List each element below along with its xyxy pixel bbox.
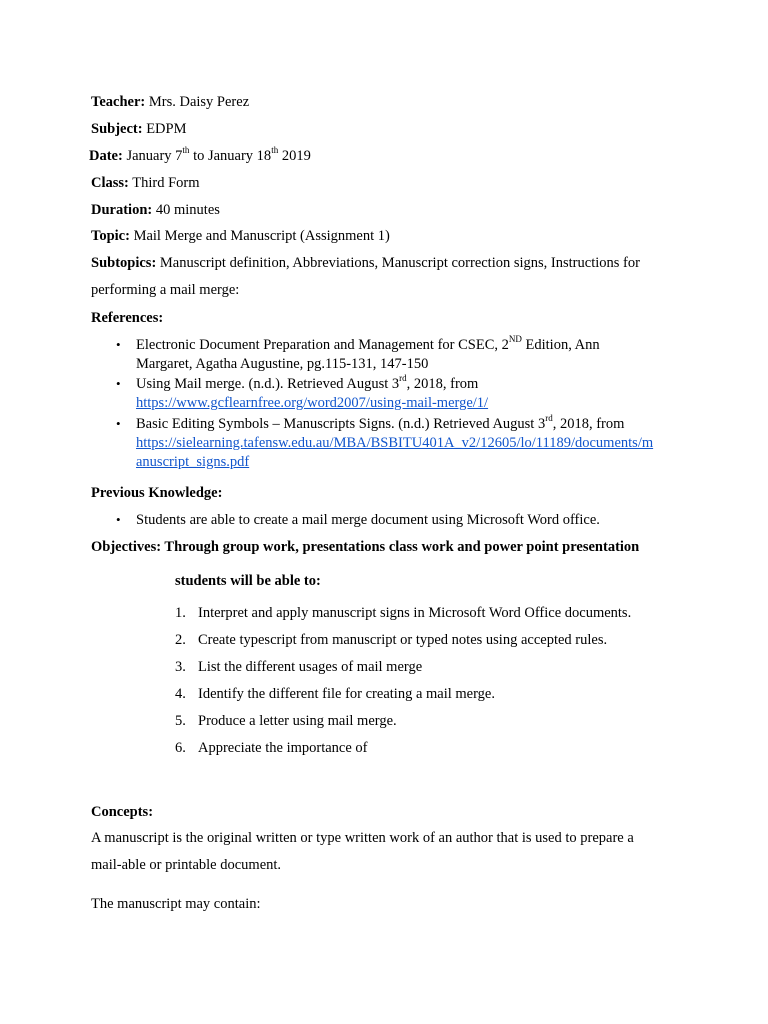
- objective-number: 3.: [175, 659, 186, 675]
- objective-item: Identify the different file for creating a mail merge.: [198, 686, 495, 702]
- reference-2-line1: Using Mail merge. (n.d.). Retrieved August 3rd, 2018, from: [136, 373, 479, 392]
- objectives-heading: Objectives: Through group work, presentations class work and power point presentation: [91, 539, 640, 555]
- class-label: Class:: [91, 175, 129, 191]
- objective-item: Appreciate the importance of: [198, 740, 368, 756]
- reference-3-link-part2[interactable]: anuscript_signs.pdf: [136, 454, 250, 470]
- objective-number: 5.: [175, 713, 186, 729]
- reference-2-link[interactable]: https://www.gcflearnfree.org/word2007/using-mail-merge/1/: [136, 395, 489, 411]
- reference-1-line1: Electronic Document Preparation and Management for CSEC, 2ND Edition, Ann: [136, 334, 600, 353]
- reference-1-line2: Margaret, Agatha Augustine, pg.115-131, 147-150: [136, 356, 429, 372]
- subject-value: EDPM: [146, 121, 187, 137]
- bullet-icon: •: [116, 376, 121, 391]
- duration-value: 40 minutes: [155, 202, 220, 218]
- class-line: [91, 174, 200, 192]
- previous-knowledge-heading: Previous Knowledge:: [91, 485, 223, 501]
- concepts-text-line2: mail-able or printable document.: [91, 857, 282, 873]
- date-label: Date:: [89, 148, 123, 164]
- date-value: January 7th to January 18th 2019: [126, 145, 311, 164]
- bullet-icon: •: [116, 337, 121, 352]
- duration-line: [91, 201, 220, 219]
- subject-line: [91, 120, 186, 138]
- objective-item: Create typescript from manuscript or typed notes using accepted rules.: [198, 632, 608, 648]
- topic-value: Mail Merge and Manuscript (Assignment 1): [133, 228, 390, 244]
- teacher-label: Teacher:: [91, 94, 146, 110]
- date-line: [89, 147, 311, 165]
- topic-label: Topic:: [91, 228, 130, 244]
- objectives-intro: students will be able to:: [175, 573, 321, 589]
- topic-line: [91, 227, 390, 245]
- objective-number: 1.: [175, 605, 186, 621]
- objective-number: 2.: [175, 632, 186, 648]
- objective-number: 6.: [175, 740, 186, 756]
- concepts-heading: Concepts:: [91, 804, 154, 820]
- subtopics-line: [91, 254, 640, 272]
- subtopics-label: Subtopics:: [91, 255, 157, 271]
- bullet-icon: •: [116, 416, 121, 431]
- objective-item: Produce a letter using mail merge.: [198, 713, 397, 729]
- subtopics-value: Manuscript definition, Abbreviations, Manuscript correction signs, Instructions for: [159, 255, 640, 271]
- references-heading: References:: [91, 310, 164, 326]
- subtopics-continuation: performing a mail merge:: [91, 282, 240, 298]
- previous-knowledge-item: Students are able to create a mail merge document using Microsoft Word office.: [136, 512, 600, 528]
- class-value: Third Form: [132, 175, 200, 191]
- teacher-line: [91, 93, 249, 111]
- subject-label: Subject:: [91, 121, 143, 137]
- teacher-value: Mrs. Daisy Perez: [148, 94, 250, 110]
- objective-item: Interpret and apply manuscript signs in Microsoft Word Office documents.: [198, 605, 632, 621]
- objective-number: 4.: [175, 686, 186, 702]
- reference-3-link-part1[interactable]: https://sielearning.tafensw.edu.au/MBA/BSBITU401A_v2/12605/lo/11189/documents/m: [136, 435, 654, 451]
- concepts-text-line1: A manuscript is the original written or type written work of an author that is used to prepare a: [91, 830, 634, 846]
- reference-3-line1: Basic Editing Symbols – Manuscripts Signs. (n.d.) Retrieved August 3rd, 2018, from: [136, 413, 625, 432]
- duration-label: Duration:: [91, 202, 153, 218]
- concepts-text-line3: The manuscript may contain:: [91, 896, 261, 912]
- objective-item: List the different usages of mail merge: [198, 659, 423, 675]
- bullet-icon: •: [116, 512, 121, 527]
